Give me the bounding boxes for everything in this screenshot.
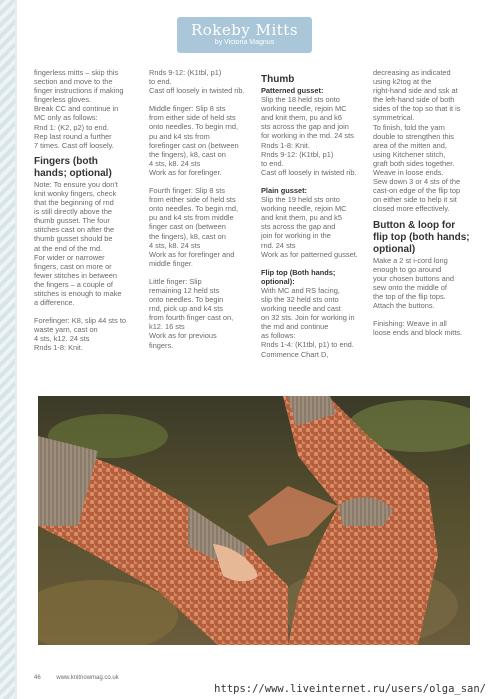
body-text-line: sts across the gap and — [261, 222, 336, 232]
body-text-line: Cast off loosely in twisted rib. — [261, 167, 357, 177]
body-text-line — [34, 307, 134, 316]
designer-byline: by Victoria Magnus — [214, 39, 275, 46]
body-text-line — [261, 177, 367, 186]
body-text-line: 7 times. Cast off loosely. — [34, 140, 114, 150]
text-column-4 — [373, 68, 479, 337]
mitts-photo-illustration — [38, 396, 470, 645]
body-text-line: To finish, fold the yarn — [373, 122, 445, 132]
body-text-line: Rnds 1-4: (K1tbl, p1) to end. — [261, 340, 354, 350]
body-text-line — [373, 310, 479, 319]
body-text-line: onto needles. To begin rnd, — [149, 122, 239, 132]
body-text-line: Attach the buttons. — [373, 300, 435, 310]
section-heading-line: Button & loop for — [373, 219, 456, 231]
body-text-line: fingers, cast on more or — [34, 261, 112, 271]
body-text-line: Make a 2 st i-cord long — [373, 255, 448, 265]
body-text-line: finger cast on (between — [149, 222, 226, 232]
subheading-line: optional): — [261, 276, 295, 286]
subheading-line: Plain gusset: — [261, 185, 307, 195]
body-text-line: fingerless gloves. — [34, 95, 92, 105]
body-text-line: Forefinger: K8, slip 44 sts to — [34, 316, 127, 326]
body-text-line: on either side to help it sit — [373, 195, 457, 205]
body-text-line: the fingers), k8, cast on — [149, 231, 226, 241]
body-text-line: from fourth finger cast on, — [149, 313, 234, 323]
body-text-line: finger instructions if making — [34, 86, 124, 96]
body-text-line: Rnds 1-8: Knit. — [34, 343, 83, 353]
text-column-1 — [34, 68, 134, 353]
section-heading-line: Fingers (both — [34, 155, 98, 167]
subheading-line: Flip top (Both hands; — [261, 267, 336, 277]
body-text-line: Rnds 9-12: (K1tbl, p1) — [149, 68, 222, 77]
body-text-line: With MC and RS facing, — [261, 285, 340, 295]
body-text-line: Slip the 18 held sts onto — [261, 95, 340, 105]
pattern-title: Rokeby Mitts — [190, 21, 299, 39]
body-text-line: using Kitchener stitch, — [373, 149, 446, 159]
body-text-line: Rnds 1-8: Knit. — [261, 140, 310, 150]
body-text-line: right-hand side and ssk at — [373, 86, 458, 96]
body-text-line: rnd. 24 sts — [261, 240, 296, 250]
body-text-line: a difference. — [34, 298, 75, 308]
body-text-line: to end. — [149, 77, 172, 87]
body-text-line: Work as for patterned gusset. — [261, 249, 358, 259]
body-text-line: the top of the flip tops. — [373, 291, 446, 301]
body-text-line: pu and k4 sts from middle — [149, 213, 234, 223]
body-text-line: Note: To ensure you don't — [34, 179, 118, 189]
magazine-url: www.knitnowmag.co.uk — [56, 675, 119, 681]
body-text-line: Rnds 9-12: (K1tbl, p1) — [261, 149, 334, 159]
body-text-line: the fingers – a couple of — [34, 279, 113, 289]
body-text-line: at the end of the rnd. — [34, 243, 103, 253]
body-text-line: onto needles. To begin rnd, — [149, 204, 239, 214]
body-text-line: For wider or narrower — [34, 252, 105, 262]
body-text-line: join for working in the — [261, 231, 331, 241]
body-text-line: loose ends and block mitts. — [373, 328, 463, 338]
body-text-line: enough to go around — [373, 264, 442, 274]
body-text-line: as follows: — [261, 331, 296, 341]
section-heading-line: optional) — [373, 243, 416, 255]
body-text-line: stitches is enough to make — [34, 288, 122, 298]
body-text-line: the left-hand side of both — [373, 95, 455, 105]
body-text-line: that the beginning of rnd — [34, 198, 114, 208]
body-text-line: sew onto the middle of — [373, 282, 447, 292]
body-text-line: sts across the gap and join — [261, 122, 349, 132]
body-text-line: Work as for previous — [149, 331, 217, 341]
body-text-line: stitches cast on after the — [34, 225, 115, 235]
body-text-line: on 32 sts. Join for working in — [261, 313, 355, 323]
body-text-line: symmetrical. — [373, 113, 415, 123]
body-text-line: is still directly above the — [34, 207, 113, 217]
body-text-line: fingerless mitts – skip this — [34, 68, 119, 77]
body-text-line: cast-on edge of the flip top — [373, 186, 461, 196]
body-text-line: thumb gusset. The four — [34, 216, 110, 226]
text-column-2 — [149, 68, 255, 350]
source-watermark: https://www.liveinternet.ru/users/olga_san/ — [214, 683, 486, 695]
body-text-line: Finishing: Weave in all — [373, 319, 447, 329]
body-text-line: double to strengthen this — [373, 131, 454, 141]
body-text-line: for working in the rnd. 24 sts — [261, 131, 354, 141]
body-text-line: middle finger. — [149, 258, 193, 268]
body-text-line: Sew down 3 or 4 sts of the — [373, 177, 461, 187]
body-text-line: rnd, pick up and k4 sts — [149, 304, 223, 314]
body-text-line: remaining 12 held sts — [149, 285, 220, 295]
body-text-line: the rnd and continue — [261, 322, 329, 332]
section-heading-line: hands; optional) — [34, 167, 112, 179]
body-text-line: k12. 16 sts — [149, 322, 185, 332]
body-text-line: Weave in loose ends. — [373, 168, 444, 178]
body-text-line: forefinger cast on (between — [149, 140, 239, 150]
body-text-line: and knit them, pu and k5 — [261, 213, 342, 223]
body-text-line: fewer stitches in between — [34, 270, 117, 280]
body-text-line: from either side of held sts — [149, 113, 236, 123]
body-text-line: working needle, rejoin MC — [261, 104, 347, 114]
body-text-line: Work as for forefinger. — [149, 167, 222, 177]
body-text-line — [261, 259, 367, 268]
knitted-page-border — [0, 0, 15, 699]
section-heading-line: Thumb — [261, 74, 295, 85]
body-text-line: Commence Chart D, — [261, 349, 329, 359]
body-text-line: working needle, rejoin MC — [261, 204, 347, 214]
body-text-line: Rnd 1: (K2, p2) to end. — [34, 122, 109, 132]
page-footer — [34, 675, 133, 681]
body-text-line: using k2tog at the — [373, 77, 432, 87]
body-text-line: your chosen buttons and — [373, 273, 454, 283]
body-text-line: 4 sts, k12. 24 sts — [34, 334, 90, 344]
text-column-3 — [261, 68, 367, 359]
page-number: 46 — [34, 675, 41, 681]
body-text-line: thumb gusset should be — [34, 234, 113, 244]
body-text-line: Middle finger: Slip 8 sts — [149, 104, 226, 114]
body-text-line — [149, 177, 255, 186]
body-text-line: sides of the top so that it is — [373, 104, 461, 114]
body-text-line — [149, 268, 255, 277]
body-text-line: knit wonky fingers, check — [34, 188, 117, 198]
body-text-line: 4 sts, k8. 24 sts — [149, 158, 201, 168]
body-text-line: fingers. — [149, 340, 174, 350]
body-text-line: area of the mitten and, — [373, 140, 447, 150]
body-text-line: the fingers), k8, cast on — [149, 149, 226, 159]
body-text-line: Slip the 19 held sts onto — [261, 195, 340, 205]
body-text-line: 4 sts, k8. 24 sts — [149, 240, 201, 250]
body-text-line: closed more effectively. — [373, 204, 450, 214]
mitts-photo — [38, 396, 470, 645]
body-text-line: onto needles. To begin — [149, 295, 224, 305]
body-text-line: Little finger: Slip — [149, 276, 202, 286]
body-text-line: working needle and cast — [261, 304, 341, 314]
body-text-line: decreasing as indicated — [373, 68, 451, 77]
body-text-line: Rep last round a further — [34, 131, 112, 141]
body-text-line: waste yarn, cast on — [34, 325, 98, 335]
subheading-line: Patterned gusset: — [261, 86, 324, 95]
body-text-line: graft both sides together. — [373, 158, 455, 168]
section-heading-line: flip top (both hands; — [373, 231, 470, 243]
body-text-line: Work as for forefinger and — [149, 249, 235, 259]
body-text-line: Cast off loosely in twisted rib. — [149, 86, 245, 96]
title-tab — [177, 17, 312, 53]
body-text-line: section and move to the — [34, 77, 113, 87]
body-text-line: pu and k4 sts from — [149, 131, 210, 141]
body-text-line: to end. — [261, 158, 284, 168]
body-text-line: MC only as follows: — [34, 113, 98, 123]
body-text-line — [149, 95, 255, 104]
body-text-line: Fourth finger: Slip 8 sts — [149, 186, 225, 196]
body-text-line: and knit them, pu and k6 — [261, 113, 342, 123]
body-text-line: Break CC and continue in — [34, 104, 119, 114]
body-text-line: from either side of held sts — [149, 195, 236, 205]
body-text-line: slip the 32 held sts onto — [261, 294, 339, 304]
